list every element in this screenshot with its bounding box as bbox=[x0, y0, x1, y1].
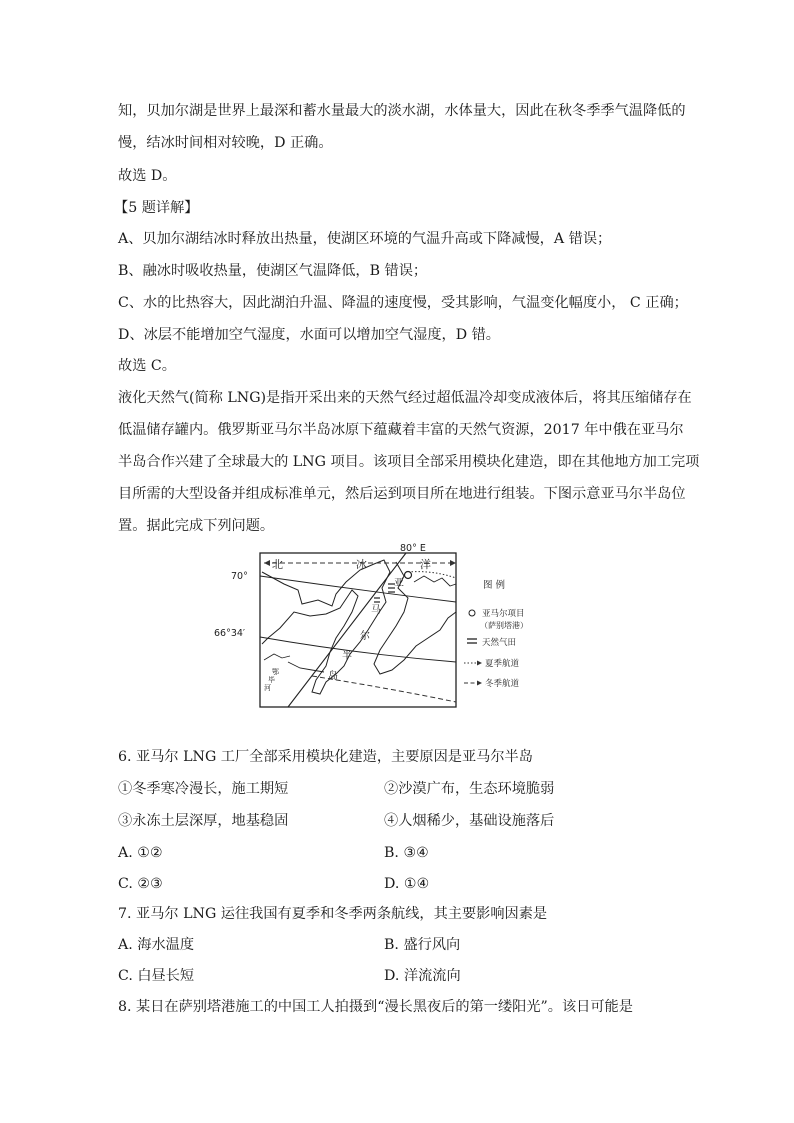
q6-option-d[interactable]: D. ①④ bbox=[384, 876, 430, 892]
legend-project-icon bbox=[469, 610, 475, 616]
intro-line: 液化天然气(简称 LNG)是指开采出来的天然气经过超低温冷却变成液体后，将其压缩储存在 bbox=[118, 390, 692, 406]
river-west bbox=[264, 654, 290, 660]
gas-field-icon bbox=[374, 598, 380, 602]
river-label: 鄂毕河 bbox=[264, 668, 279, 692]
ocean-char: 北 bbox=[272, 558, 283, 571]
parallel-70 bbox=[260, 576, 456, 602]
q6-option-b[interactable]: B. ③④ bbox=[384, 845, 429, 861]
q6-option-c[interactable]: C. ②③ bbox=[118, 876, 163, 892]
q7-option-c[interactable]: C. 白昼长短 bbox=[118, 968, 195, 984]
answer-line: 故选 C。 bbox=[118, 358, 176, 374]
question-8-stem: 8. 某日在萨别塔港施工的中国工人拍摄到“漫长黑夜后的第一缕阳光”。该日可能是 bbox=[118, 999, 633, 1015]
answer-line: 故选 D。 bbox=[118, 168, 177, 184]
q6-option-a[interactable]: A. ①② bbox=[118, 845, 163, 861]
yamal-peninsula-map bbox=[214, 542, 564, 708]
q6-statement-4: ④人烟稀少，基础设施落后 bbox=[384, 813, 555, 829]
intro-line: 低温储存罐内。俄罗斯亚马尔半岛冰原下蕴藏着丰富的天然气资源，2017 年中俄在亚马尔 bbox=[118, 422, 684, 438]
peninsula-char: 半 bbox=[342, 651, 352, 662]
peninsula-char: 亚 bbox=[394, 578, 404, 589]
explanation-line: 慢，结冰时间相对较晚，D 正确。 bbox=[118, 135, 333, 151]
explanation-option-b: B、融冰时吸收热量，使湖区气温降低，B 错误； bbox=[118, 263, 428, 279]
project-marker-icon bbox=[405, 572, 412, 579]
q6-statement-1: ①冬季寒冷漫长，施工期短 bbox=[118, 781, 289, 797]
q7-option-a[interactable]: A. 海水温度 bbox=[118, 937, 195, 953]
legend-winter-route: 冬季航道 bbox=[485, 679, 520, 689]
q7-option-b[interactable]: B. 盛行风向 bbox=[384, 937, 461, 953]
peninsula-char: 岛 bbox=[328, 671, 338, 682]
q6-statement-3: ③永冻土层深厚，地基稳固 bbox=[118, 813, 289, 829]
section-header: 【5 题详解】 bbox=[114, 200, 199, 216]
question-7-stem: 7. 亚马尔 LNG 运往我国有夏季和冬季两条航线，其主要影响因素是 bbox=[118, 906, 548, 922]
arrow-left-icon bbox=[264, 560, 270, 566]
explanation-line: 知，贝加尔湖是世界上最深和蓄水量最大的淡水湖，水体量大，因此在秋冬季季气温降低的 bbox=[118, 103, 686, 119]
legend-gas-field: 天然气田 bbox=[482, 638, 517, 648]
explanation-option-c: C、水的比热容大，因此湖泊升温、降温的速度慢，受其影响，气温变化幅度小， C 正确； bbox=[118, 295, 688, 311]
legend-summer-route: 夏季航道 bbox=[485, 659, 520, 669]
lat-arctic-label: 66°34′ bbox=[214, 628, 246, 639]
coastline-west bbox=[262, 560, 390, 694]
coastline-island bbox=[414, 576, 456, 586]
arrow-right-icon bbox=[450, 560, 456, 566]
ocean-char: 冰 bbox=[356, 558, 367, 571]
q7-option-d[interactable]: D. 洋流流向 bbox=[384, 968, 461, 984]
peninsula-char: 马 bbox=[371, 605, 381, 616]
legend-gas-field-icon bbox=[467, 639, 477, 643]
parallel-arctic-circle bbox=[260, 637, 456, 662]
legend-project-line2: （萨别塔港） bbox=[480, 621, 528, 630]
intro-line: 半岛合作兴建了全球最大的 LNG 项目。该项目全部采用模块化建造，即在其他地方加工完项 bbox=[118, 454, 700, 470]
explanation-option-a: A、贝加尔湖结冰时释放出热量，使湖区环境的气温升高或下降减慢，A 错误； bbox=[118, 231, 612, 247]
intro-line: 置。据此完成下列问题。 bbox=[118, 518, 275, 534]
map-frame bbox=[260, 553, 456, 707]
question-6-stem: 6. 亚马尔 LNG 工厂全部采用模块化建造，主要原因是亚马尔半岛 bbox=[118, 749, 533, 765]
legend-title: 图 例 bbox=[483, 580, 506, 591]
legend-project-line1: 亚马尔项目 bbox=[482, 609, 525, 619]
q6-statement-2: ②沙漠广布，生态环境脆弱 bbox=[384, 781, 555, 797]
intro-line: 目所需的大型设备并组成标准单元，然后运到项目所在地进行组装。下图示意亚马尔半岛位 bbox=[118, 486, 686, 502]
summer-route bbox=[408, 572, 456, 578]
explanation-option-d: D、冰层不能增加空气湿度，水面可以增加空气湿度，D 错。 bbox=[118, 327, 500, 343]
lon-label: 80° E bbox=[400, 543, 426, 554]
peninsula-char: 尔 bbox=[360, 631, 370, 642]
lat-70-label: 70° bbox=[231, 571, 248, 582]
ocean-char: 洋 bbox=[420, 558, 431, 571]
